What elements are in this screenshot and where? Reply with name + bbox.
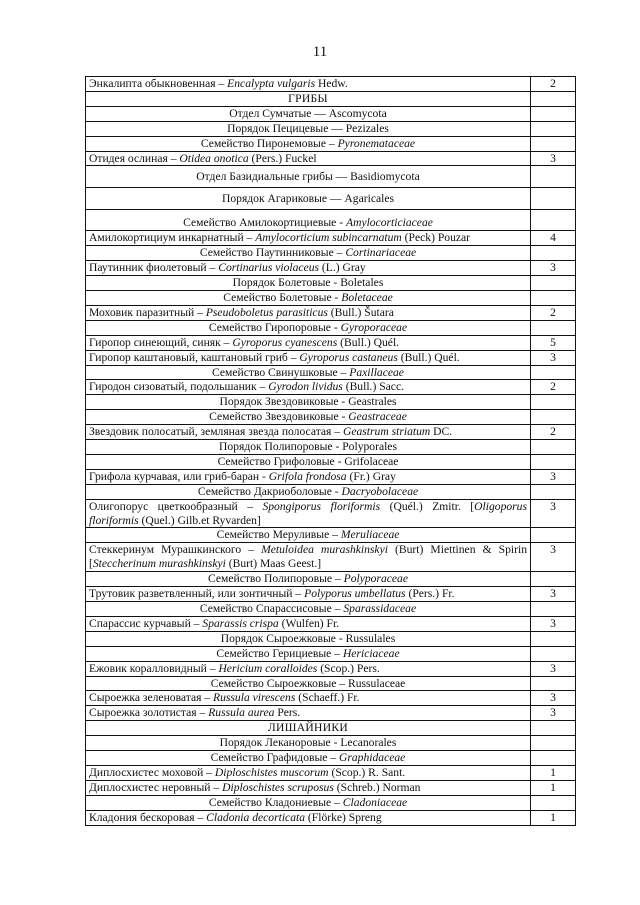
species-name-cell xyxy=(86,765,531,780)
latin-name: Graphidaceae xyxy=(339,751,406,765)
name-text: Моховик паразитный – xyxy=(89,305,206,319)
name-text: Трутовик разветвленный, или зонтичный – xyxy=(89,587,305,601)
name-text: Семейство Герициевые – xyxy=(216,646,343,660)
latin-name: Russula aurea xyxy=(208,706,275,720)
latin-name: Sparassis crispa xyxy=(202,616,279,630)
latin-name: Meruliaceae xyxy=(340,528,400,542)
category-cell xyxy=(531,454,576,469)
species-name-cell xyxy=(86,499,531,528)
species-row xyxy=(86,350,576,365)
taxon-name-cell xyxy=(86,454,531,469)
taxon-name-cell xyxy=(86,320,531,335)
species-name-cell xyxy=(86,543,531,572)
taxon-row xyxy=(86,751,576,766)
name-text: Семейство Сыроежковые – Russulaceae xyxy=(210,676,406,690)
species-row xyxy=(86,765,576,780)
species-name-cell xyxy=(86,380,531,395)
category-cell xyxy=(531,136,576,151)
category-cell xyxy=(531,166,576,188)
name-text: (Scop.) R. Sant. xyxy=(328,765,406,779)
species-row xyxy=(86,661,576,676)
category-cell xyxy=(531,121,576,136)
species-row xyxy=(86,231,576,246)
name-text: Спарассис курчавый – xyxy=(89,616,203,630)
taxon-name-cell xyxy=(86,210,531,231)
name-text: Семейство Кладониевые – xyxy=(208,795,343,809)
latin-name: Amylocorticium subincarnatum xyxy=(255,231,402,245)
name-text: Семейство Пиронемовые – xyxy=(200,136,338,150)
taxon-name-cell xyxy=(86,290,531,305)
taxon-row xyxy=(86,246,576,261)
category-cell xyxy=(531,751,576,766)
category-cell xyxy=(531,246,576,261)
species-name-cell xyxy=(86,691,531,706)
species-row xyxy=(86,780,576,795)
species-name-cell xyxy=(86,616,531,631)
name-text: (Bull.) Quél. xyxy=(397,350,460,364)
taxon-row xyxy=(86,572,576,587)
name-text: (Schaeff.) Fr. xyxy=(295,691,360,705)
name-text: Порядок Пецицевые — Pezizales xyxy=(227,121,389,135)
taxon-name-cell xyxy=(86,736,531,751)
name-text: Порядок Полипоровые - Polyporales xyxy=(219,440,397,454)
name-text: Паутинник фиолетовый – xyxy=(89,261,219,275)
taxon-name-cell xyxy=(86,751,531,766)
name-text: Порядок Агариковые — Agaricales xyxy=(221,191,394,205)
latin-name: Spongiporus floriformis xyxy=(262,499,381,513)
taxon-name-cell xyxy=(86,631,531,646)
species-name-cell xyxy=(86,231,531,246)
taxon-name-cell xyxy=(86,188,531,210)
latin-name: Metuloidea murashkinskyi xyxy=(261,543,388,557)
name-text: (Schreb.) Norman xyxy=(333,780,421,794)
name-text: (Flörke) Spreng xyxy=(305,810,382,824)
category-cell xyxy=(531,395,576,410)
species-row xyxy=(86,691,576,706)
taxon-name-cell xyxy=(86,121,531,136)
taxon-row xyxy=(86,106,576,121)
taxon-name-cell xyxy=(86,365,531,380)
taxon-row xyxy=(86,454,576,469)
species-name-cell xyxy=(86,335,531,350)
latin-name: Paxillaceae xyxy=(349,365,404,379)
species-name-cell xyxy=(86,661,531,676)
name-text: Семейство Меруливые – xyxy=(216,528,341,542)
group-heading-row xyxy=(86,721,576,736)
taxon-name-cell xyxy=(86,136,531,151)
category-cell: 3 xyxy=(531,661,576,676)
category-cell: 2 xyxy=(531,380,576,395)
name-text: (Quél.) Zmitr. [ xyxy=(380,499,475,513)
latin-name: Polyporus umbellatus xyxy=(304,587,406,601)
name-text: (Burt) Maas Geest.] xyxy=(225,557,322,571)
taxon-name-cell xyxy=(86,484,531,499)
name-text: Диплосхистес моховой – xyxy=(89,765,215,779)
taxon-row xyxy=(86,484,576,499)
taxon-row xyxy=(86,602,576,617)
category-cell: 1 xyxy=(531,765,576,780)
latin-name: Cortinarius violaceus xyxy=(218,261,320,275)
name-text: Диплосхистес неровный – xyxy=(89,780,223,794)
category-cell: 3 xyxy=(531,691,576,706)
name-text: Гиродон сизоватый, подольшаник – xyxy=(89,380,269,394)
taxon-row xyxy=(86,528,576,543)
species-row xyxy=(86,469,576,484)
name-text: Отдел Базидиальные грибы — Basidiomycota xyxy=(196,169,420,183)
name-text: (Pers.) Fr. xyxy=(405,587,455,601)
name-text: (Bull.) Quél. xyxy=(337,335,400,349)
latin-name: Gyroporus cyanescens xyxy=(232,335,338,349)
species-row xyxy=(86,261,576,276)
species-name-cell xyxy=(86,151,531,166)
species-row xyxy=(86,810,576,825)
species-table-body xyxy=(86,77,576,826)
name-text: (Fr.) Gray xyxy=(346,469,396,483)
taxon-name-cell xyxy=(86,246,531,261)
taxon-name-cell xyxy=(86,440,531,455)
category-cell xyxy=(531,484,576,499)
category-cell xyxy=(531,631,576,646)
taxon-row xyxy=(86,676,576,691)
name-text: (Bull.) Sacc. xyxy=(342,380,404,394)
name-text: Амилокортициум инкарнатный – xyxy=(89,231,256,245)
category-cell: 3 xyxy=(531,350,576,365)
latin-name: Pyronemataceae xyxy=(337,136,416,150)
taxon-row xyxy=(86,276,576,291)
species-row xyxy=(86,587,576,602)
category-cell: 3 xyxy=(531,587,576,602)
category-cell: 3 xyxy=(531,151,576,166)
name-text: Отдел Сумчатые — Ascomycota xyxy=(229,106,387,120)
taxon-row xyxy=(86,320,576,335)
latin-name: Amylocorticiaceae xyxy=(345,216,433,230)
name-text: (Scop.) Pers. xyxy=(317,661,380,675)
species-row xyxy=(86,543,576,572)
latin-name: Diploschistes scruposus xyxy=(222,780,334,794)
latin-name: Pseudoboletus parasiticus xyxy=(205,305,328,319)
name-text: ГРИБЫ xyxy=(288,91,328,105)
category-cell: 3 xyxy=(531,261,576,276)
species-row xyxy=(86,616,576,631)
latin-name: Cortinariaceae xyxy=(345,246,417,260)
group-heading-row xyxy=(86,91,576,106)
species-row xyxy=(86,499,576,528)
taxon-name-cell xyxy=(86,721,531,736)
species-name-cell xyxy=(86,706,531,721)
species-row xyxy=(86,380,576,395)
latin-name: Gyrodon lividus xyxy=(268,380,343,394)
taxon-row xyxy=(86,395,576,410)
name-text: Гиропор каштановый, каштановый гриб – xyxy=(89,350,300,364)
species-name-cell xyxy=(86,77,531,92)
latin-name: Encalypta vulgaris xyxy=(227,77,316,90)
latin-name: Hericium coralloides xyxy=(218,661,318,675)
species-name-cell xyxy=(86,305,531,320)
name-text: (Peck) Pouzar xyxy=(401,231,471,245)
species-row xyxy=(86,305,576,320)
name-text: Pers. xyxy=(274,706,301,720)
species-row xyxy=(86,151,576,166)
category-cell: 2 xyxy=(531,77,576,92)
latin-name: Polyporaceae xyxy=(343,572,408,586)
category-cell xyxy=(531,572,576,587)
category-cell: 2 xyxy=(531,425,576,440)
category-cell: 1 xyxy=(531,810,576,825)
species-name-cell xyxy=(86,425,531,440)
taxon-name-cell xyxy=(86,395,531,410)
species-name-cell xyxy=(86,261,531,276)
taxon-row xyxy=(86,136,576,151)
taxon-row xyxy=(86,736,576,751)
latin-name: Hericiaceae xyxy=(342,646,400,660)
name-text: Олигопорус цветкообразный – xyxy=(89,499,263,513)
latin-name: Gyroporus castaneus xyxy=(299,350,398,364)
category-cell xyxy=(531,528,576,543)
name-text: Семейство Звездовиковые - xyxy=(209,410,349,424)
name-text: Семейство Гиропоровые - xyxy=(208,320,341,334)
name-text: Отидея ослиная – xyxy=(89,151,180,165)
species-name-cell xyxy=(86,587,531,602)
category-cell: 3 xyxy=(531,469,576,484)
category-cell xyxy=(531,440,576,455)
category-cell: 3 xyxy=(531,616,576,631)
species-table xyxy=(85,76,576,826)
taxon-row xyxy=(86,410,576,425)
category-cell xyxy=(531,646,576,661)
name-text: Семейство Грифоловые - Grifolaceae xyxy=(217,454,399,468)
latin-name: Cladoniaceae xyxy=(342,795,408,809)
taxon-name-cell xyxy=(86,602,531,617)
species-name-cell xyxy=(86,780,531,795)
taxon-row xyxy=(86,290,576,305)
name-text: Порядок Леканоровые - Lecanorales xyxy=(219,736,397,750)
latin-name: Gyroporaceae xyxy=(340,320,408,334)
name-text: Стеккеринум Мурашкинского – xyxy=(89,543,262,557)
taxon-name-cell xyxy=(86,528,531,543)
category-cell: 4 xyxy=(531,231,576,246)
category-cell: 3 xyxy=(531,706,576,721)
latin-name: Geastrum striatum xyxy=(342,425,431,439)
name-text: Семейство Спарассисовые – xyxy=(199,602,344,615)
category-cell xyxy=(531,188,576,210)
category-cell xyxy=(531,290,576,305)
name-text: Семейство Паутинниковые – xyxy=(199,246,346,260)
latin-name: Sparassidaceae xyxy=(343,602,417,615)
category-cell xyxy=(531,676,576,691)
taxon-name-cell xyxy=(86,410,531,425)
name-text: Семейство Графидовые – xyxy=(210,751,339,765)
species-name-cell xyxy=(86,469,531,484)
name-text: Энкалипта обыкновенная – xyxy=(89,77,228,90)
name-text: (Burt) Miettinen & Spirin [ xyxy=(89,543,528,571)
name-text: DC. xyxy=(430,425,453,439)
species-row xyxy=(86,425,576,440)
taxon-name-cell xyxy=(86,795,531,810)
name-text: Кладония бескоровая – xyxy=(89,810,207,824)
latin-name: Boletaceae xyxy=(341,290,393,304)
latin-name: Dacryobolaceae xyxy=(341,484,419,498)
name-text: (Wulfen) Fr. xyxy=(278,616,340,630)
taxon-row xyxy=(86,365,576,380)
taxon-row xyxy=(86,440,576,455)
category-cell: 3 xyxy=(531,499,576,528)
taxon-row xyxy=(86,795,576,810)
category-cell xyxy=(531,736,576,751)
name-text: (Quel.) Gilb.et Ryvarden] xyxy=(138,513,261,527)
taxon-name-cell xyxy=(86,276,531,291)
name-text: Гиропор синеющий, синяк – xyxy=(89,335,233,349)
name-text: Порядок Сыроежковые - Russulales xyxy=(220,631,396,645)
latin-name: Oligoporus floriformis xyxy=(89,499,527,527)
category-cell xyxy=(531,721,576,736)
category-cell xyxy=(531,320,576,335)
name-text: Сыроежка золотистая – xyxy=(89,706,209,720)
taxon-row xyxy=(86,188,576,210)
category-cell xyxy=(531,602,576,617)
category-cell xyxy=(531,276,576,291)
name-text: Семейство Дакриоболовые - xyxy=(197,484,342,498)
name-text: Ежовик коралловидный – xyxy=(89,661,219,675)
name-text: Звездовик полосатый, земляная звезда полосатая – xyxy=(89,425,343,439)
taxon-name-cell xyxy=(86,166,531,188)
species-name-cell xyxy=(86,350,531,365)
category-cell: 3 xyxy=(531,543,576,572)
category-cell: 5 xyxy=(531,335,576,350)
category-cell xyxy=(531,91,576,106)
name-text: (Bull.) Šutara xyxy=(327,305,394,319)
taxon-row xyxy=(86,166,576,188)
latin-name: Geastraceae xyxy=(348,410,407,424)
page-number: 11 xyxy=(312,44,328,60)
taxon-row xyxy=(86,631,576,646)
name-text: Порядок Болетовые - Boletales xyxy=(232,276,384,290)
species-row xyxy=(86,335,576,350)
name-text: Семейство Свинушковые – xyxy=(212,365,350,379)
category-cell xyxy=(531,106,576,121)
name-text: Семейство Амилокортициевые - xyxy=(183,216,346,230)
taxon-name-cell xyxy=(86,646,531,661)
latin-name: Cladonia decorticata xyxy=(206,810,306,824)
name-text: Hedw. xyxy=(315,77,348,90)
name-text: (L.) Gray xyxy=(319,261,366,275)
latin-name: Steccherinum murashkinskyi xyxy=(92,557,226,571)
name-text: Семейство Болетовые - xyxy=(223,290,342,304)
name-text: Семейство Полипоровые – xyxy=(207,572,344,586)
latin-name: Diploschistes muscorum xyxy=(214,765,329,779)
species-row xyxy=(86,706,576,721)
species-row xyxy=(86,77,576,92)
category-cell xyxy=(531,365,576,380)
latin-name: Otidea onotica xyxy=(179,151,249,165)
taxon-name-cell xyxy=(86,91,531,106)
name-text: ЛИШАЙНИКИ xyxy=(267,721,349,735)
taxon-name-cell xyxy=(86,676,531,691)
name-text: (Pers.) Fuckel xyxy=(248,151,317,165)
category-cell: 1 xyxy=(531,780,576,795)
latin-name: Russula virescens xyxy=(213,691,296,705)
category-cell xyxy=(531,410,576,425)
category-cell xyxy=(531,795,576,810)
taxon-row xyxy=(86,210,576,231)
taxon-name-cell xyxy=(86,572,531,587)
taxon-row xyxy=(86,646,576,661)
latin-name: Grifola frondosa xyxy=(268,469,347,483)
category-cell xyxy=(531,210,576,231)
species-name-cell xyxy=(86,810,531,825)
name-text: Грифола курчавая, или гриб-баран - xyxy=(89,469,269,483)
taxon-row xyxy=(86,121,576,136)
taxon-name-cell xyxy=(86,106,531,121)
category-cell: 2 xyxy=(531,305,576,320)
name-text: Сыроежка зеленоватая – xyxy=(89,691,214,705)
name-text: Порядок Звездовиковые - Geastrales xyxy=(219,395,397,409)
